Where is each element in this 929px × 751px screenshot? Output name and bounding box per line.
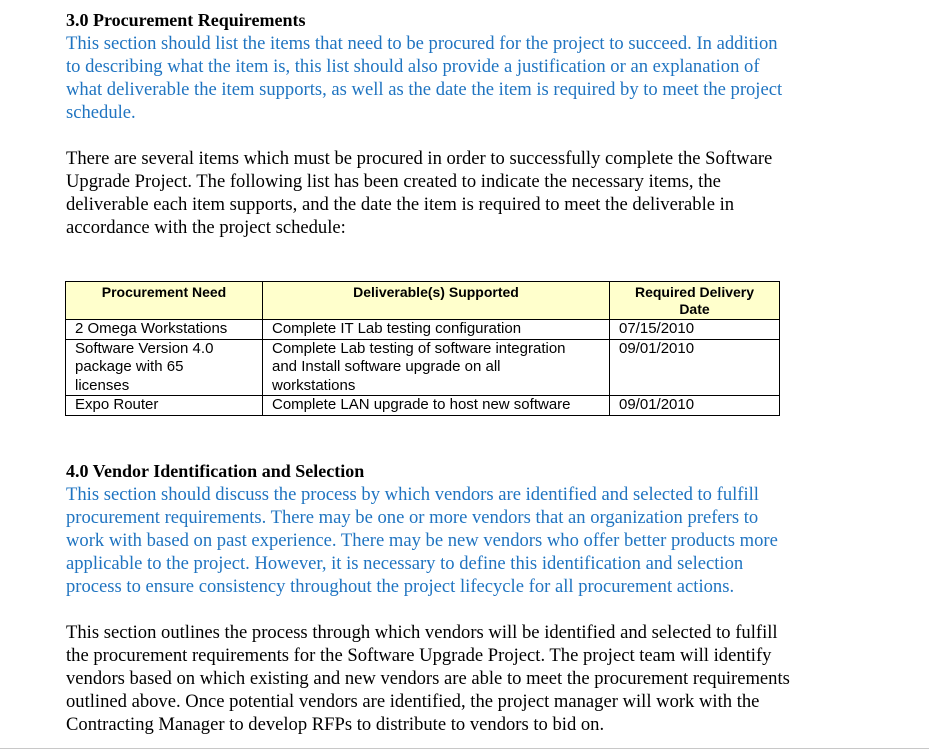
header-deliverables-supported: Deliverable(s) Supported	[263, 282, 610, 320]
cell-line: workstations	[272, 376, 356, 394]
guidance-line: This section should discuss the process by which vendors are identified and selected to fulfill	[66, 484, 759, 505]
cell-date	[610, 320, 780, 340]
section-4-heading: 4.0 Vendor Identification and Selection	[66, 461, 365, 481]
table-header-row	[66, 282, 780, 320]
cell-date	[610, 396, 780, 416]
guidance-line: procurement requirements. There may be one or more vendors that an organization prefers to	[66, 507, 759, 528]
guidance-line: applicable to the project. However, it is necessary to define this identification and selection	[66, 553, 744, 574]
body-line: This section outlines the process through which vendors will be identified and selected to fulfill	[66, 622, 778, 643]
cell-procurement-need	[66, 396, 263, 416]
section-4-guidance	[66, 483, 856, 598]
cell-line: Complete Lab testing of software integration	[272, 339, 566, 357]
cell-line: 09/01/2010	[619, 339, 695, 357]
cell-line: 09/01/2010	[619, 396, 695, 413]
cell-procurement-need	[66, 339, 263, 396]
procurement-table	[65, 281, 780, 416]
cell-deliverable	[263, 396, 610, 416]
body-line: deliverable each item supports, and the date the item is required to meet the deliverable in	[66, 194, 735, 215]
cell-line: Complete LAN upgrade to host new software	[272, 396, 571, 413]
guidance-line: This section should list the items that need to be procured for the project to succeed. In addition	[66, 33, 778, 54]
header-date-line: Required Delivery	[634, 284, 755, 300]
body-line: There are several items which must be procured in order to successfully complete the Software	[66, 148, 773, 169]
cell-deliverable	[263, 339, 610, 396]
header-required-delivery-date	[610, 282, 780, 320]
section-4-body	[66, 621, 856, 736]
body-line: Upgrade Project. The following list has been created to indicate the necessary items, the	[66, 171, 721, 192]
page-bottom-divider	[0, 748, 929, 749]
body-line: Contracting Manager to develop RFPs to distribute to vendors to bid on.	[66, 714, 605, 735]
cell-line: 2 Omega Workstations	[75, 320, 228, 337]
table-row	[66, 396, 780, 416]
body-line: outlined above. Once potential vendors are identified, the project manager will work with the	[66, 691, 760, 712]
cell-line: licenses	[75, 376, 130, 394]
guidance-line: process to ensure consistency throughout the project lifecycle for all procurement actions.	[66, 576, 735, 597]
header-procurement-need: Procurement Need	[66, 282, 263, 320]
table-row	[66, 339, 780, 396]
body-line: vendors based on which existing and new vendors are able to meet the procurement requirements	[66, 668, 790, 689]
table-row	[66, 320, 780, 340]
cell-line: Software Version 4.0	[75, 339, 214, 357]
body-line: accordance with the project schedule:	[66, 217, 346, 238]
cell-line: 07/15/2010	[619, 320, 695, 337]
cell-line: and Install software upgrade on all	[272, 358, 501, 375]
guidance-line: schedule.	[66, 102, 136, 123]
cell-procurement-need	[66, 320, 263, 340]
section-3-guidance	[66, 32, 856, 124]
guidance-line: what deliverable the item supports, as well as the date the item is required by to meet the project	[66, 79, 783, 100]
header-date-line: Date	[679, 301, 710, 317]
cell-date	[610, 339, 780, 396]
section-3-heading: 3.0 Procurement Requirements	[66, 10, 306, 30]
section-3-body	[66, 147, 856, 239]
body-line: the procurement requirements for the Software Upgrade Project. The project team will identify	[66, 645, 772, 666]
cell-line: package with 65	[75, 358, 184, 375]
guidance-line: to describing what the item is, this list should also provide a justification or an explanation of	[66, 56, 760, 77]
cell-line: Complete IT Lab testing configuration	[272, 320, 522, 337]
guidance-line: work with based on past experience. There may be new vendors who offer better products more	[66, 530, 778, 551]
cell-line: Expo Router	[75, 396, 159, 413]
cell-deliverable	[263, 320, 610, 340]
